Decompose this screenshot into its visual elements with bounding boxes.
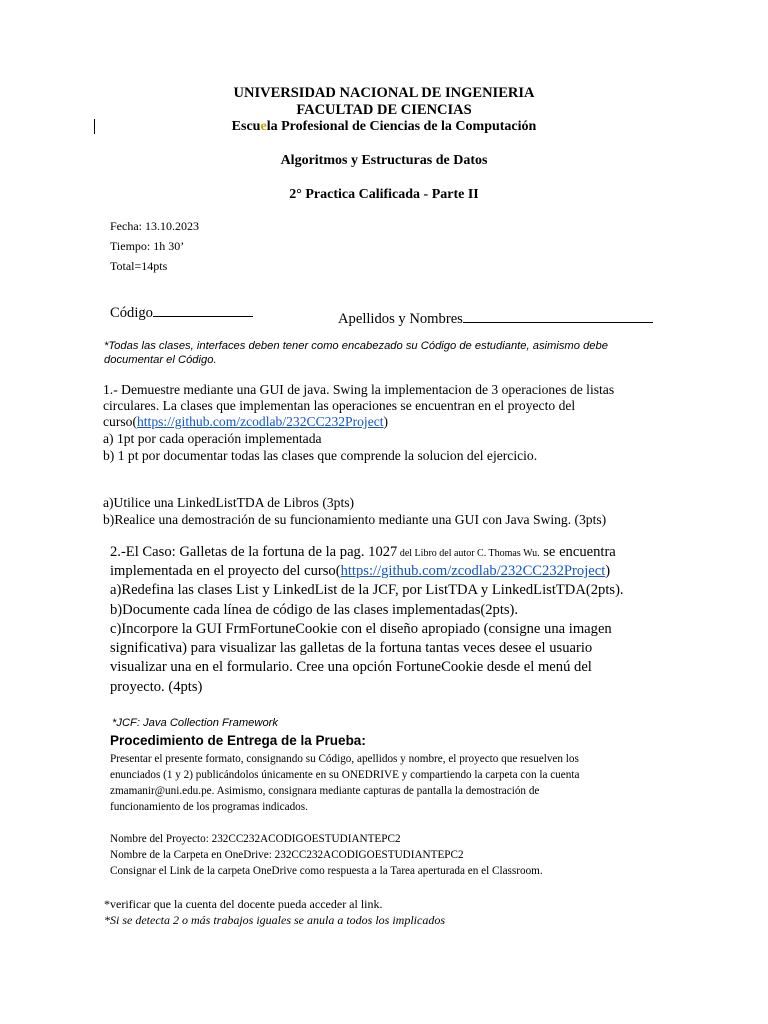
q1b-item-a: a)Utilice una LinkedListTDA de Libros (3pts) (103, 495, 355, 510)
q2-line-2 (110, 563, 610, 580)
names-field (338, 310, 653, 328)
q2-item-b: b)Documente cada línea de código de las clases implementadas(2pts). (110, 602, 519, 618)
q2-intro-text: 2.-El Caso: Galletas de la fortuna de la pag. 1027 (110, 544, 398, 560)
school-name-highlight: e (260, 119, 267, 134)
warning-note: *Si se detecta 2 o más trabajos iguales se anula a todos los implicados (104, 913, 445, 927)
q1-line-1: 1.- Demuestre mediante una GUI de java. Swing la implementacion de 3 operaciones de listas (103, 382, 615, 397)
q2-item-c-2: significativa) para visualizar las galletas de la fortuna tantas veces desee el usuario (110, 640, 593, 656)
exam-total: Total=14pts (110, 259, 168, 273)
procedure-line-1: Presentar el presente formato, consignando su Código, apellidos y nombre, el proyecto que resuelven los (110, 753, 579, 765)
q1-item-b: b) 1 pt por documentar todas las clases que comprende la solucion del ejercicio. (103, 448, 538, 463)
practice-title: 2° Practica Calificada - Parte II (289, 187, 479, 202)
q2-intro (110, 544, 616, 561)
procedure-line-2: enunciados (1 y 2) publicándolos únicamente en su ONEDRIVE y compartiendo la carpeta con la cuenta (110, 769, 580, 781)
names-label: Apellidos y Nombres (338, 311, 463, 327)
q2-intro-book: del Libro del autor C. Thomas Wu. (397, 548, 540, 559)
code-blank (153, 304, 253, 317)
procedure-line-4: funcionamiento de los programas indicados. (110, 801, 308, 813)
note-line-2: documentar el Código. (104, 354, 217, 366)
q2-item-c-1: c)Incorpore la GUI FrmFortuneCookie con el diseño apropiado (consigne una imagen (110, 621, 612, 637)
q2-item-c-4: proyecto. (4pts) (110, 679, 203, 695)
code-field (110, 304, 253, 322)
q1-link-suffix: ) (383, 414, 389, 429)
procedure-title: Procedimiento de Entrega de la Prueba: (110, 733, 366, 748)
folder-name: Nombre de la Carpeta en OneDrive: 232CC232ACODIGOESTUDIANTEPC2 (110, 849, 464, 861)
code-label: Código (110, 305, 153, 321)
q2-link-suffix: ) (605, 563, 611, 579)
school-name-part: la Profesional de Ciencias de la Computación (266, 119, 537, 134)
exam-date: Fecha: 13.10.2023 (110, 219, 199, 233)
q1b-item-b: b)Realice una demostración de su funcionamiento mediante una GUI con Java Swing. (3pts) (103, 512, 607, 527)
school-name (0, 119, 768, 135)
q1-project-link[interactable]: https://github.com/zcodlab/232CC232Project (136, 414, 384, 429)
faculty-name: FACULTAD DE CIENCIAS (296, 102, 472, 118)
exam-time: Tiempo: 1h 30’ (110, 239, 185, 253)
verify-note: *verificar que la cuenta del docente pueda acceder al link. (104, 897, 383, 911)
q1-line-2: circulares. La clases que implementan las operaciones se encuentran en el proyecto del (103, 398, 576, 413)
q2-item-c-3: visualizar una en el formulario. Cree una opción FortuneCookie desde el menú del (110, 659, 592, 675)
q1-item-a: a) 1pt por cada operación implementada (103, 431, 322, 446)
university-name: UNIVERSIDAD NACIONAL DE INGENIERIA (233, 85, 535, 101)
q2-intro-text-end: se encuentra (539, 544, 616, 560)
q2-project-link[interactable]: https://github.com/zcodlab/232CC232Project (340, 563, 606, 579)
names-blank (463, 310, 653, 323)
procedure-line-3: zmamanir@uni.edu.pe. Asimismo, consignara mediante capturas de pantalla la demostración de (110, 785, 540, 797)
school-name-part: Escu (231, 119, 261, 134)
q1-line-3 (103, 414, 388, 430)
project-name: Nombre del Proyecto: 232CC232ACODIGOESTUDIANTEPC2 (110, 833, 401, 845)
note-line-1: *Todas las clases, interfaces deben tener como encabezado su Código de estudiante, asimismo debe (104, 340, 608, 352)
jcf-note: *JCF: Java Collection Framework (112, 717, 278, 729)
q2-item-a: a)Redefina las clases List y LinkedList de la JCF, por ListTDA y LinkedListTDA(2pts). (110, 582, 624, 598)
course-title: Algoritmos y Estructuras de Datos (280, 153, 488, 168)
link-note: Consignar el Link de la carpeta OneDrive como respuesta a la Tarea aperturada en el Classroom. (110, 865, 543, 877)
q2-link-prefix: implementada en el proyecto del curso( (110, 563, 341, 579)
q1-link-prefix: curso( (103, 414, 137, 429)
